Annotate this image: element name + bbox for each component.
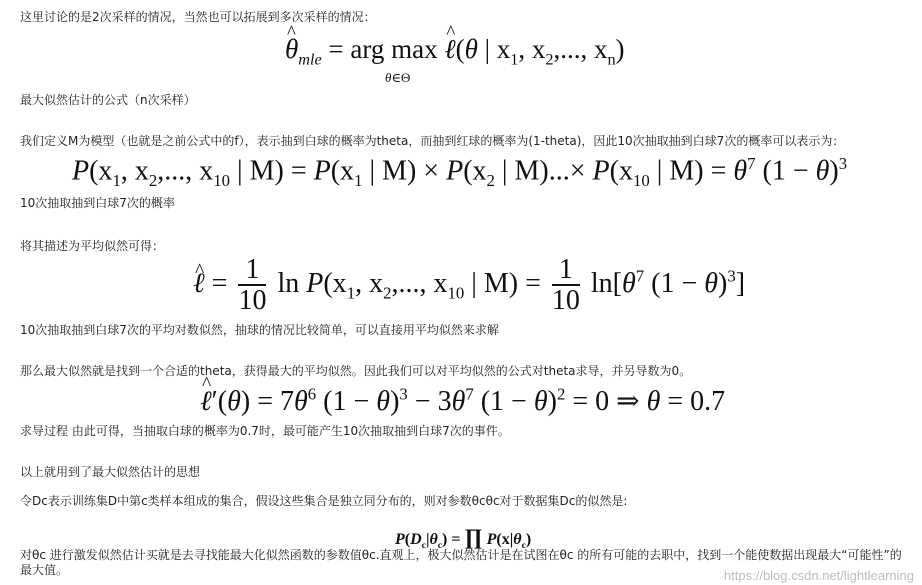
- paragraph-maximize: 那么最大似然就是找到一个合适的theta，获得最大的平均似然。因此我们可以对平均似然的公式对theta求导，并另导数为0。: [20, 364, 692, 378]
- paragraph-derivation-result: 求导过程 由此可得，当抽取白球的概率为0.7时，最可能产生10次抽取抽到白球7次的事件。: [20, 424, 510, 438]
- paragraph-mle-idea: 以上就用到了最大似然估计的思想: [20, 465, 201, 479]
- paragraph-probability-caption: 10次抽取抽到白球7次的概率: [20, 196, 175, 210]
- paragraph-average-likelihood: 将其描述为平均似然可得：: [20, 239, 165, 253]
- paragraph-estimation-explanation: 对θc 进行激发似然估计买就是去寻找能最大化似然函数的参数值θc.直观上，极大似然估计是在试图在θc 的所有可能的去职中，找到一个能使数据出现最大“可能性”的最大值。: [20, 548, 902, 577]
- paragraph-average-log-caption: 10次抽取抽到白球7次的平均对数似然，抽球的情况比较简单，可以直接用平均似然来求解: [20, 323, 499, 337]
- paragraph-intro: 这里讨论的是2次采样的情况，当然也可以拓展到多次采样的情况：: [20, 10, 376, 24]
- equation-class-likelihood: $P(D_c|\theta_c)$ = ∏ $P(x|\theta_c)$: [395, 524, 532, 552]
- paragraph-model-definition: 我们定义M为模型（也就是之前公式中的f），表示抽到白球的概率为theta，而抽到红球的概率为(1-theta)，因此10次抽取抽到白球7次的概率可以表示为：: [20, 134, 845, 148]
- equation-derivative: ^ ℓ′(θ) = $7\theta^6$ $(1 - \theta)^3 - 3\theta^7$ $(1 - \theta)^2 = 0$ ⇒ θ = 0.7: [200, 384, 725, 418]
- equation-mle: ^ $\theta_{mle}$ = arg max θ∈Θ ^ ℓ(θ | $x_1$, $x_2$,..., $x_n$): [285, 34, 625, 69]
- equation-likelihood-product: $P(x_1$, $x_2$,..., $x_{10}$ | $M) = P(x_1$ | $M) \times P(x_2$ | $M)...\times P(x_{10}$ | $M) = \theta^7$ $(1 - \theta)^3$: [72, 154, 848, 190]
- paragraph-dataset-likelihood: 令Dc表示训练集D中第c类样本组成的集合，假设这些集合是独立同分布的，则对参数θcθc对于数据集Dc的似然是:: [20, 494, 628, 508]
- watermark-text: https://blog.csdn.net/lightlearning: [723, 568, 914, 583]
- equation-average-log-likelihood: ^ ℓ = $\frac{1}{10}$ $\ln P(x_1$, $x_2$,..., $x_{10}$ | M) = $\frac{1}{10}$ $\ln[\theta^7$ $(1 - \theta)^3$]: [193, 255, 745, 316]
- paragraph-mle-formula: 最大似然估计的公式（n次采样）: [20, 93, 196, 107]
